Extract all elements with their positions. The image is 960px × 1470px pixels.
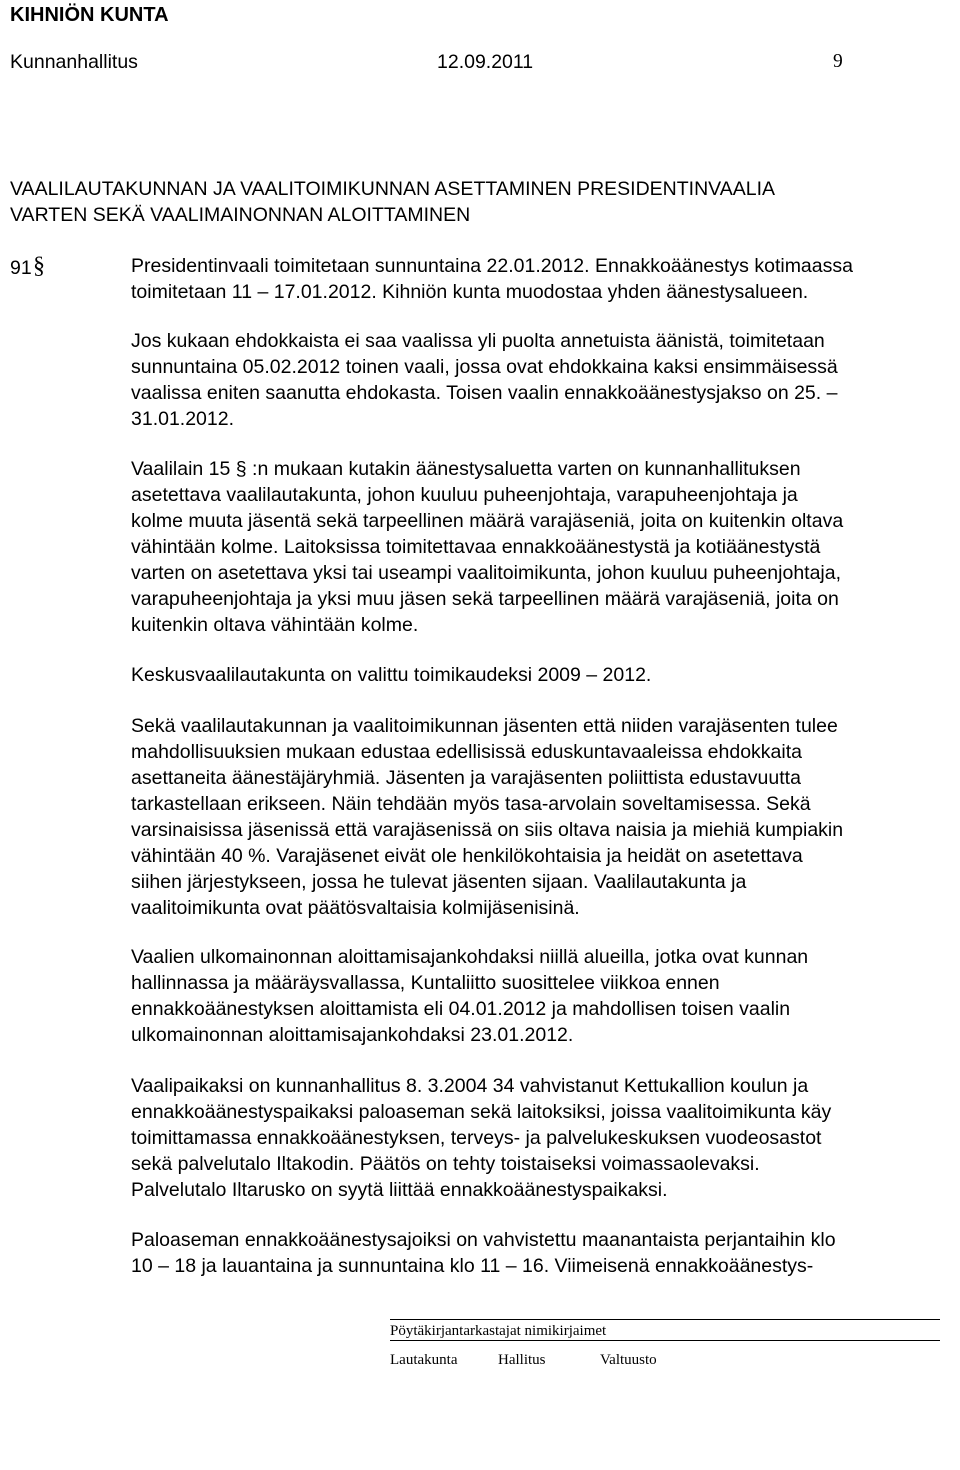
paragraph-line: 31.01.2012. <box>131 408 235 430</box>
paragraph-line: Jos kukaan ehdokkaista ei saa vaalissa yli puolta annetuista äänistä, toimitetaan <box>131 330 825 352</box>
paragraph <box>131 253 960 305</box>
organization-name: KIHNIÖN KUNTA <box>10 4 169 26</box>
meeting-date: 12.09.2011 <box>437 51 534 73</box>
page-number: 9 <box>833 51 843 72</box>
paragraph-line: tarkastellaan erikseen. Näin tehdään myös tasa-arvolain soveltamisessa. Sekä <box>131 793 811 815</box>
paragraph-line: varten on asetettava yksi tai useampi vaalitoimikunta, johon kuuluu puheenjohtaja, <box>131 562 842 584</box>
paragraph-line: asettaneita äänestäjäryhmiä. Jäsenten ja varajäsenten poliittista edustavuutta <box>131 767 801 789</box>
paragraph-line: mahdollisuuksien mukaan edustaa edellisissä eduskuntavaaleissa ehdokkaita <box>131 741 802 763</box>
paragraph-line: vähintään kolme. Laitoksissa toimitettavaa ennakkoäänestystä ja kotiäänestystä <box>131 536 821 558</box>
paragraph-line: Presidentinvaali toimitetaan sunnuntaina 22.01.2012. Ennakkoäänestys kotimaassa <box>131 255 853 277</box>
paragraph-line: asetettava vaalilautakunta, johon kuuluu puheenjohtaja, varapuheenjohtaja ja <box>131 484 798 506</box>
footer-cell-hallitus: Hallitus <box>498 1352 546 1368</box>
paragraph-line: kuitenkin oltava vähintään kolme. <box>131 614 419 636</box>
title-line: VAALILAUTAKUNNAN JA VAALITOIMIKUNNAN ASETTAMINEN PRESIDENTINVAALIA <box>10 178 776 200</box>
paragraph-line: kolme muuta jäsentä sekä tarpeellinen määrä varajäseniä, joita on kuitenkin oltava <box>131 510 844 532</box>
paragraph-line: sekä palvelutalo Iltakodin. Päätös on tehty toistaiseksi voimassaolevaksi. <box>131 1153 760 1175</box>
paragraph <box>131 1227 960 1279</box>
footer-rule <box>390 1319 940 1320</box>
paragraph <box>131 944 960 1048</box>
paragraph-line: Vaalien ulkomainonnan aloittamisajankohdaksi niillä alueilla, jotka ovat kunnan <box>131 946 809 968</box>
paragraph-line: toimitetaan 11 – 17.01.2012. Kihniön kunta muodostaa yhden äänestysalueen. <box>131 281 809 303</box>
agenda-item-title <box>10 176 950 228</box>
paragraph <box>131 662 960 688</box>
paragraph <box>131 328 960 432</box>
paragraph-line: Palvelutalo Iltarusko on syytä liittää ennakkoäänestyspaikaksi. <box>131 1179 668 1201</box>
paragraph-line: varapuheenjohtaja ja yksi muu jäsen sekä tarpeellinen määrä varajäseniä, joita on <box>131 588 839 610</box>
title-line: VARTEN SEKÄ VAALIMAINONNAN ALOITTAMINEN <box>10 204 471 226</box>
footer-title: Pöytäkirjantarkastajat nimikirjaimet <box>390 1323 607 1339</box>
section-sign: § <box>33 253 45 279</box>
footer-rule <box>390 1340 940 1341</box>
section-number: 91 <box>10 257 32 279</box>
paragraph-line: 10 – 18 ja lauantaina ja sunnuntaina klo 11 – 16. Viimeisenä ennakkoäänestys- <box>131 1255 814 1277</box>
meeting-body: Kunnanhallitus <box>10 51 138 73</box>
paragraph-line: sunnuntaina 05.02.2012 toinen vaali, jossa ovat ehdokkaina kaksi ensimmäisessä <box>131 356 838 378</box>
paragraph-line: Paloaseman ennakkoäänestysajoiksi on vahvistettu maanantaista perjantaihin klo <box>131 1229 836 1251</box>
paragraph-line: varsinaisissa jäsenissä että varajäsenissä on siis oltava naisia ja miehiä kumpiakin <box>131 819 844 841</box>
paragraph-line: Vaalilain 15 § :n mukaan kutakin äänestysaluetta varten on kunnanhallituksen <box>131 458 801 480</box>
paragraph-line: vähintään 40 %. Varajäsenet eivät ole henkilökohtaisia ja heidät on asetettava <box>131 845 803 867</box>
paragraph <box>131 713 960 921</box>
paragraph-line: ulkomainonnan aloittamisajankohdaksi 23.01.2012. <box>131 1024 574 1046</box>
footer-cell-lautakunta: Lautakunta <box>390 1352 458 1368</box>
paragraph-line: siihen järjestykseen, jossa he tulevat jäsenten sijaan. Vaalilautakunta ja <box>131 871 747 893</box>
paragraph-line: vaalitoimikunta ovat päätösvaltaisia kolmijäsenisinä. <box>131 897 580 919</box>
paragraph <box>131 456 960 638</box>
footer-cell-valtuusto: Valtuusto <box>600 1352 657 1368</box>
paragraph-line: Sekä vaalilautakunnan ja vaalitoimikunnan jäsenten että niiden varajäsenten tulee <box>131 715 838 737</box>
paragraph-line: ennakkoäänestyksen aloittamista eli 04.01.2012 ja mahdollisen toisen vaalin <box>131 998 791 1020</box>
paragraph-line: hallinnassa ja määräysvallassa, Kuntaliitto suosittelee viikkoa ennen <box>131 972 720 994</box>
paragraph-line: Keskusvaalilautakunta on valittu toimikaudeksi 2009 – 2012. <box>131 664 652 686</box>
paragraph-line: Vaalipaikaksi on kunnanhallitus 8. 3.2004 34 vahvistanut Kettukallion koulun ja <box>131 1075 809 1097</box>
paragraph-line: vaalissa eniten saanutta ehdokasta. Toisen vaalin ennakkoäänestysjakso on 25. – <box>131 382 838 404</box>
paragraph-line: toimittamassa ennakkoäänestyksen, terveys- ja palvelukeskuksen vuodeosastot <box>131 1127 822 1149</box>
paragraph-line: ennakkoäänestyspaikaksi paloaseman sekä laitoksiksi, joissa vaalitoimikunta käy <box>131 1101 832 1123</box>
paragraph <box>131 1073 960 1203</box>
